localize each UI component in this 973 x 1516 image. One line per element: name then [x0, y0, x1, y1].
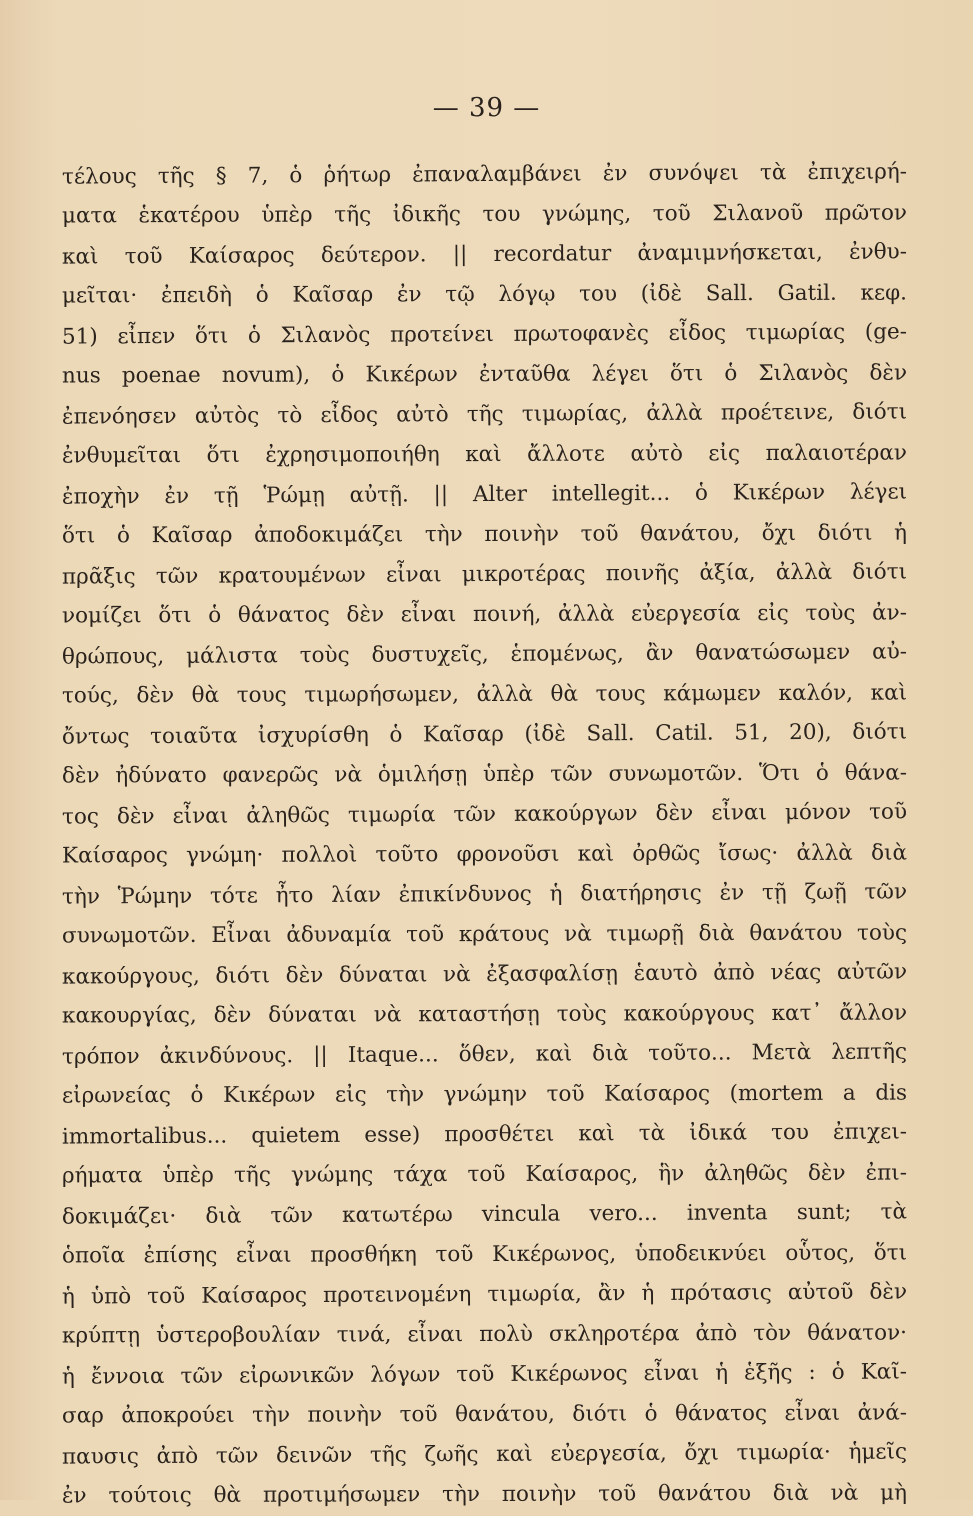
text-line: ματα ἑκατέρου ὑπὲρ τῆς ἰδικῆς του γνώμης, τοῦ Σιλανοῦ πρῶτον	[61, 200, 908, 229]
text-line: ἡ ἔννοια τῶν εἰρωνικῶν λόγων τοῦ Κικέρωνος εἶναι ἡ ἑξῆς : ὁ Καῖ-	[61, 1359, 908, 1390]
text-line: ὅτι ὁ Καῖσαρ ἀποδοκιμάζει τὴν ποινὴν τοῦ θανάτου, ὄχι διότι ἡ	[61, 520, 908, 549]
text-line: μεῖται· ἐπειδὴ ὁ Καῖσαρ ἐν τῷ λόγῳ του (ἰδὲ Sall. Gatil. κεφ.	[61, 280, 908, 309]
text-line: nus poenae novum), ὁ Κικέρων ἐνταῦθα λέγει ὅτι ὁ Σιλανὸς δὲν	[61, 360, 908, 389]
text-line: κρύπτῃ ὑστεροβουλίαν τινά, εἶναι πολὺ σκληροτέρα ἀπὸ τὸν θάνατον·	[61, 1320, 908, 1349]
text-line: ἐπενόησεν αὐτὸς τὸ εἶδος αὐτὸ τῆς τιμωρίας, ἀλλὰ προέτεινε, διότι	[61, 399, 908, 430]
text-line: ὄντως τοιαῦτα ἰσχυρίσθη ὁ Καῖσαρ (ἰδὲ Sall. Catil. 51, 20), διότι	[61, 719, 908, 750]
text-line: δὲν ἠδύνατο φανερῶς νὰ ὁμιλήσῃ ὑπὲρ τῶν συνωμοτῶν. Ὅτι ὁ θάνα-	[61, 760, 908, 789]
text-line: καὶ τοῦ Καίσαρος δεύτερον. || recordatur ἀναμιμνήσκεται, ἐνθυ-	[61, 239, 908, 270]
text-line: θρώπους, μάλιστα τοὺς δυστυχεῖς, ἑπομένως, ἂν θανατώσωμεν αὐ-	[61, 639, 908, 670]
text-line: τέλους τῆς § 7, ὁ ῥήτωρ ἐπαναλαμβάνει ἐν συνόψει τὰ ἐπιχειρή-	[61, 159, 908, 190]
text-line: κακουργίας, δὲν δύναται νὰ καταστήσῃ τοὺς κακούργους κατ᾽ ἄλλον	[61, 1000, 908, 1029]
body-text	[62, 155, 907, 1515]
text-line: τρόπον ἀκινδύνους. || Itaque... ὅθεν, καὶ διὰ τοῦτο... Μετὰ λεπτῆς	[61, 1039, 908, 1070]
text-line: εἰρωνείας ὁ Κικέρων εἰς τὴν γνώμην τοῦ Καίσαρος (mortem a dis	[61, 1080, 908, 1109]
text-line: παυσις ἀπὸ τῶν δεινῶν τῆς ζωῆς καὶ εὐεργεσία, ὄχι τιμωρία· ἡμεῖς	[61, 1439, 908, 1470]
text-line: immortalibus... quietem esse) προσθέτει καὶ τὰ ἰδικά του ἐπιχει-	[61, 1119, 908, 1150]
text-line: ρήματα ὑπὲρ τῆς γνώμης τάχα τοῦ Καίσαρος, ἣν ἀληθῶς δὲν ἐπι-	[61, 1160, 908, 1189]
text-line: σαρ ἀποκρούει τὴν ποινὴν τοῦ θανάτου, διότι ὁ θάνατος εἶναι ἀνά-	[61, 1400, 908, 1429]
text-line: τούς, δὲν θὰ τους τιμωρήσωμεν, ἀλλὰ θὰ τους κάμωμεν καλόν, καὶ	[61, 680, 908, 709]
text-line: ἐν τούτοις θὰ προτιμήσωμεν τὴν ποινὴν τοῦ θανάτου διὰ νὰ μὴ	[61, 1480, 908, 1509]
text-line: ὁποῖα ἐπίσης εἶναι προσθήκη τοῦ Κικέρωνος, ὑποδεικνύει οὗτος, ὅτι	[61, 1240, 908, 1269]
text-line: τος δὲν εἶναι ἀληθῶς τιμωρία τῶν κακούργων δὲν εἶναι μόνον τοῦ	[61, 799, 908, 830]
text-line: νομίζει ὅτι ὁ θάνατος δὲν εἶναι ποινή, ἀλλὰ εὐεργεσία εἰς τοὺς ἀν-	[61, 600, 908, 629]
text-line: Καίσαρος γνώμη· πολλοὶ τοῦτο φρονοῦσι καὶ ὀρθῶς ἴσως· ἀλλὰ διὰ	[61, 840, 908, 869]
text-line: 51) εἶπεν ὅτι ὁ Σιλανὸς προτείνει πρωτοφανὲς εἶδος τιμωρίας (ge-	[61, 319, 908, 350]
text-line: ἐνθυμεῖται ὅτι ἐχρησιμοποιήθη καὶ ἄλλοτε αὐτὸ εἰς παλαιοτέραν	[61, 440, 908, 469]
text-line: τὴν Ῥώμην τότε ἦτο λίαν ἐπικίνδυνος ἡ διατήρησις ἐν τῇ ζωῇ τῶν	[61, 879, 908, 910]
text-line: δοκιμάζει· διὰ τῶν κατωτέρω vincula vero... inventa sunt; τὰ	[61, 1199, 908, 1230]
text-line: συνωμοτῶν. Εἶναι ἀδυναμία τοῦ κράτους νὰ τιμωρῇ διὰ θανάτου τοὺς	[61, 920, 908, 949]
text-line: κακούργους, διότι δὲν δύναται νὰ ἐξασφαλίσῃ ἑαυτὸ ἀπὸ νέας αὐτῶν	[61, 959, 908, 990]
page-number: — 39 —	[432, 93, 541, 123]
text-line: ἐποχὴν ἐν τῇ Ῥώμῃ αὐτῇ. || Alter intellegit... ὁ Κικέρων λέγει	[61, 479, 908, 510]
text-line: πρᾶξις τῶν κρατουμένων εἶναι μικροτέρας ποινῆς ἀξία, ἀλλὰ διότι	[61, 559, 908, 590]
text-line: ἡ ὑπὸ τοῦ Καίσαρος προτεινομένη τιμωρία, ἂν ἡ πρότασις αὐτοῦ δὲν	[61, 1279, 908, 1310]
